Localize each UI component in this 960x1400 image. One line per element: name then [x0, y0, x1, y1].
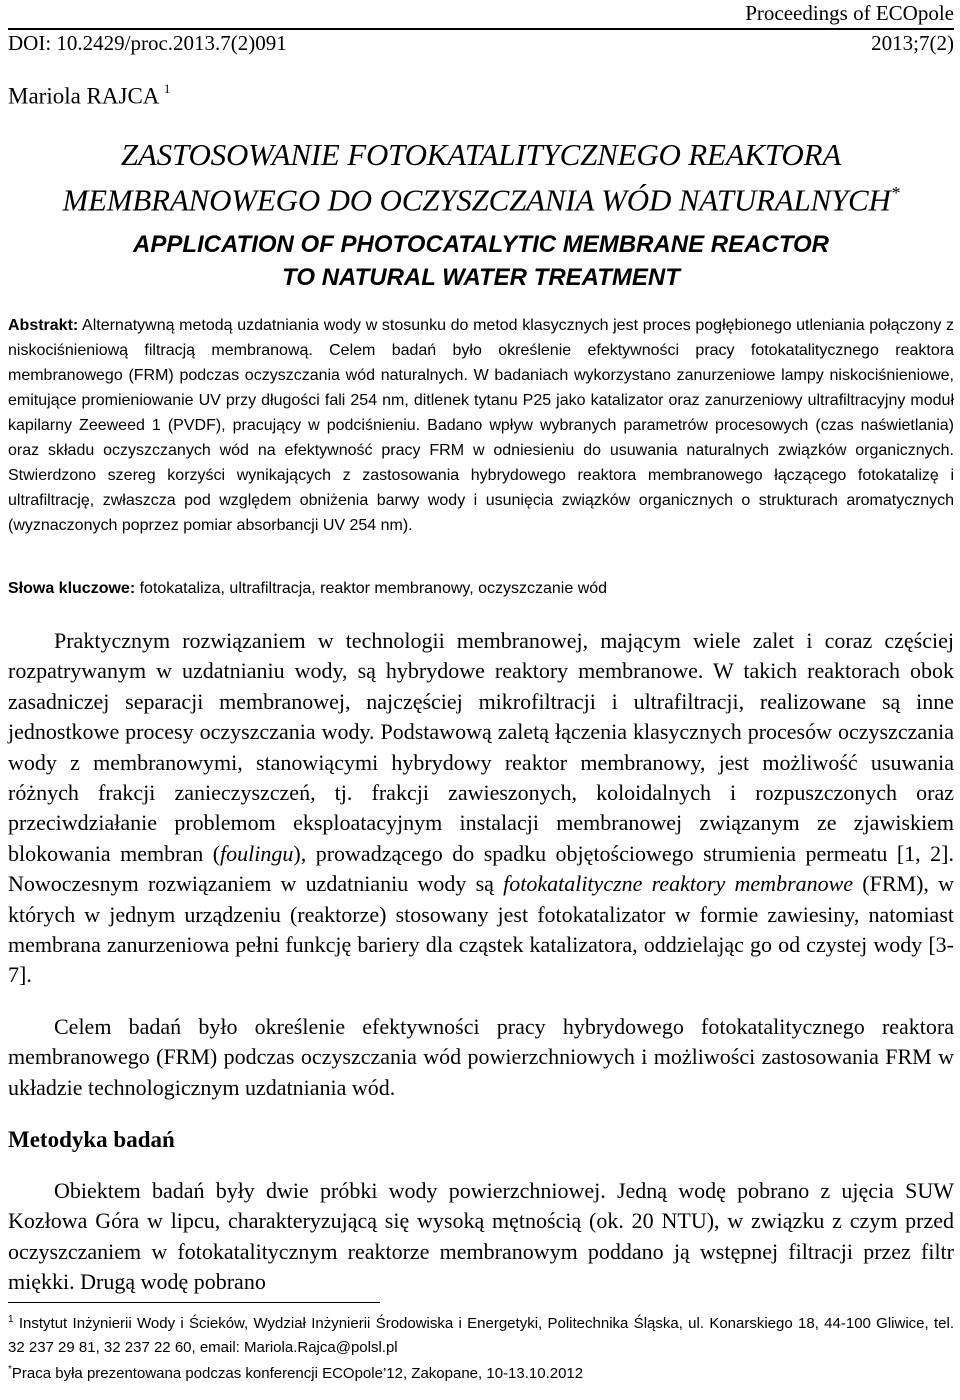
footnote-1-mark: 1 — [8, 1314, 14, 1325]
abstract-label: Abstrakt: — [8, 317, 79, 334]
doi: DOI: 10.2429/proc.2013.7(2)091 — [8, 31, 287, 55]
author-name: Mariola RAJCA — [8, 83, 159, 109]
section-heading-methods: Metodyka badań — [8, 1127, 175, 1152]
title-english — [8, 228, 954, 294]
keywords-label: Słowa kluczowe: — [8, 580, 136, 597]
journal-name: Proceedings of ECOpole — [745, 1, 954, 25]
methods-paragraph-1-text: Obiektem badań były dwie próbki wody powierzchniowej. Jedną wodę pobrano z ujęcia SUW Kozłowa Góra w lipcu, charakteryzującą się wysoką mętnością (ok. 20 NTU), w związku z czym przed oczyszczaniem w fotokatalitycznym reaktorze membranowym poddano ją wstępnej filtracji przez filtr miękki. Drugą wodę pobrano — [8, 1178, 954, 1295]
intro-p1-italic-frm: fotokatalityczne reaktory membranowe — [503, 871, 854, 897]
intro-paragraph-2 — [8, 1012, 954, 1103]
intro-p1-italic-fouling: foulingu — [220, 840, 294, 866]
footnote-2 — [8, 1358, 954, 1386]
footnote-rule — [8, 1302, 380, 1303]
methods-paragraph-1 — [8, 1176, 954, 1298]
title-polish-line1: ZASTOSOWANIE FOTOKATALITYCZNEGO REAKTORA — [120, 137, 842, 172]
footnotes — [8, 1308, 954, 1386]
footnote-2-text: Praca była prezentowana podczas konferencji ECOpole’12, Zakopane, 10-13.10.2012 — [11, 1365, 584, 1382]
intro-p1-part-b: ), prowadzącego do spadku objętościowego strumienia permeatu [1, 2]. Nowoczesnym rozwiązaniem w uzdatnianiu wody są — [8, 840, 954, 897]
intro-paragraph-1-text — [8, 626, 954, 991]
issue: 2013;7(2) — [871, 31, 954, 55]
footnote-1 — [8, 1308, 954, 1360]
footnote-1-text: Instytut Inżynierii Wody i Ścieków, Wydział Inżynierii Środowiska i Energetyki, Politechnika Śląska, ul. Konarskiego 18, 44-100 Gliwice, tel. 32 237 29 81, 32 237 22 60, email: Mariola.Rajca@polsl.pl — [8, 1315, 954, 1356]
abstract — [8, 313, 954, 538]
keywords-text: fotokataliza, ultrafiltracja, reaktor membranowy, oczyszczanie wód — [139, 580, 608, 597]
title-polish-line2-wrap — [8, 174, 954, 219]
title-english-line1: APPLICATION OF PHOTOCATALYTIC MEMBRANE REACTOR — [133, 231, 829, 258]
title-footnote-mark: * — [890, 183, 900, 203]
intro-paragraph-1 — [8, 626, 954, 991]
title-polish-line2: MEMBRANOWEGO DO OCZYSZCZANIA WÓD NATURALNYCH — [62, 182, 891, 218]
author-affiliation-mark: 1 — [163, 81, 171, 96]
footnote-2-mark: * — [8, 1364, 12, 1375]
title-polish — [8, 136, 954, 219]
keywords — [8, 576, 954, 601]
abstract-text: Alternatywną metodą uzdatniania wody w stosunku do metod klasycznych jest proces pogłębionego utleniania połączony z niskociśnieniową filtracją membranową. Celem badań było określenie efektywności pracy fotokatalitycznego reaktora membranowego (FRM) podczas oczyszczania wód naturalnych. W badaniach wykorzystano zanurzeniowe lampy niskociśnieniowe, emitujące promieniowanie UV przy długości fali 254 nm, ditlenek tytanu P25 jako katalizator oraz zanurzeniowy ultrafiltracyjny moduł kapilarny Zeeweed 1 (PVDF), pracujący w podciśnieniu. Badano wpływ wybranych parametrów procesowych (czas naświetlania) oraz składu oczyszczanych wód na efektywność pracy FRM w odniesieniu do usuwania naturalnych związków organicznych. Stwierdzono szereg korzyści wynikających z zastosowania hybrydowego reaktora membranowego łączącego fotokatalizę i ultrafiltrację, zwłaszcza pod względem obniżenia barwy wody i usunięcia związków organicznych o strukturach aromatycznych (wyznaczonych poprzez pomiar absorbancji UV 254 nm). — [8, 317, 954, 534]
intro-paragraph-2-text: Celem badań było określenie efektywności pracy hybrydowego fotokatalitycznego reaktora membranowego (FRM) podczas oczyszczania wód powierzchniowych i możliwości zastosowania FRM w układzie technologicznym uzdatniania wód. — [8, 1014, 954, 1100]
title-english-line2: TO NATURAL WATER TREATMENT — [282, 264, 680, 291]
intro-p1-part-a: Praktycznym rozwiązaniem w technologii membranowej, mającym wiele zalet i coraz częściej rozpatrywanym w uzdatnianiu wody, są hybrydowe reaktory membranowe. W takich reaktorach obok zasadniczej separacji membranowej, najczęściej mikrofiltracji i ultrafiltracji, realizowane są inne jednostkowe procesy oczyszczania wody. Podstawową zaletą łączenia klasycznych procesów oczyszczania wody z membranowymi, stanowiącymi hybrydowy reaktor membranowy, jest możliwość usuwania różnych frakcji zanieczyszczeń, tj. frakcji zawieszonych, koloidalnych i rozpuszczonych oraz przeciwdziałanie problemom eksploatacyjnym instalacji membranowej związanym ze zjawiskiem blokowania membran ( — [8, 628, 954, 866]
intro-p1-part-c: (FRM), w których w jednym urządzeniu (reaktorze) stosowany jest fotokatalizator w formie zawiesiny, natomiast membrana zanurzeniowa pełni funkcję bariery dla cząstek katalizatora, oddzielając go od czystej wody [3-7]. — [8, 871, 955, 988]
author — [8, 76, 170, 112]
